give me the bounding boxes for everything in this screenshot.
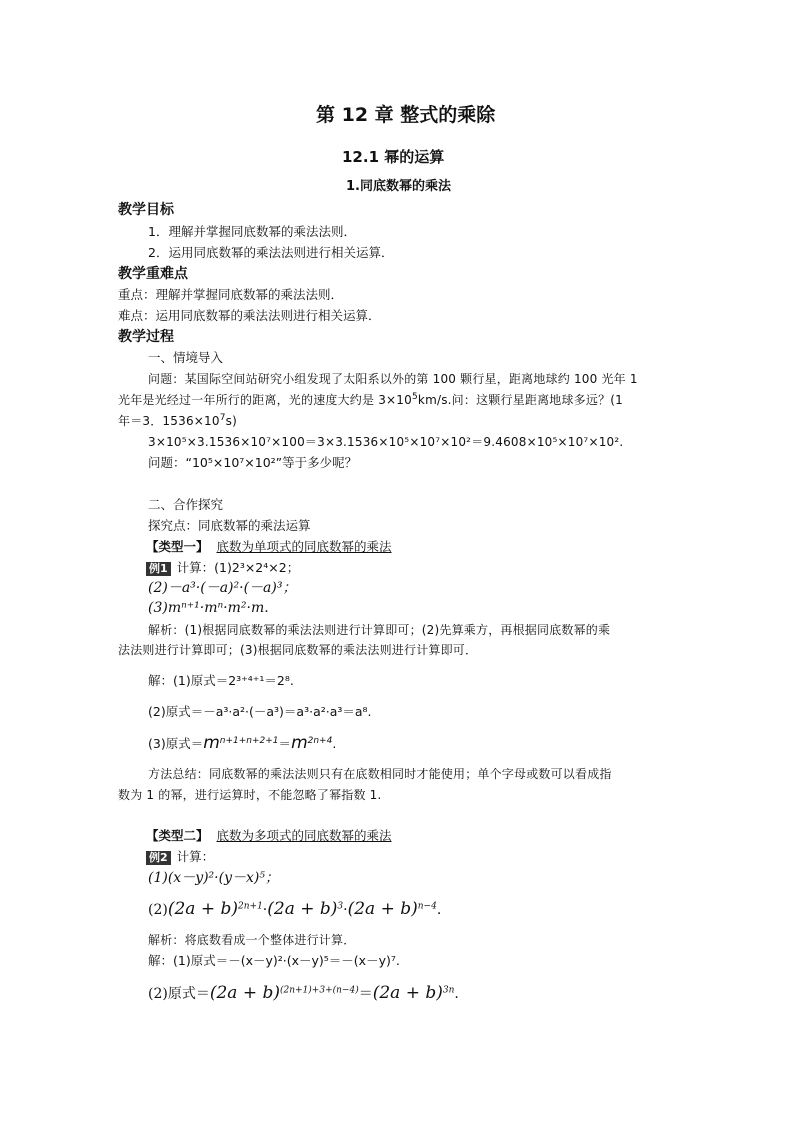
example1-q3: (3)mⁿ⁺¹·mⁿ·m²·m. <box>148 600 269 616</box>
example2-q1: (1)(x－y)²·(y－x)⁵； <box>148 870 279 886</box>
type1-solution-3-equals: ＝ <box>278 736 292 751</box>
problem-line-2 <box>118 391 623 409</box>
type1-summary-line-2: 数为 1 的幂，进行运算时，不能忽略了幂指数 1. <box>118 788 382 802</box>
type1-header <box>146 538 392 556</box>
type2-label: 【类型二】 <box>146 828 209 843</box>
type1-solution-3-exp-1: n+1+n+2+1 <box>219 735 279 746</box>
example2-q2-base-1: (2a + b) <box>167 899 238 919</box>
example1-badge: 例1 <box>146 562 171 576</box>
type1-solution-2: (2)原式＝－a³·a²·(－a³)＝a³·a²·a³＝a⁸. <box>148 704 372 719</box>
example2-q2-exp-2: 3 <box>337 901 344 912</box>
example2-q2-base-2: (2a + b) <box>267 899 338 919</box>
example1-line <box>146 559 299 577</box>
problem-line-3 <box>118 412 237 430</box>
key-points-heading: 教学重难点 <box>118 266 188 282</box>
section-title: 12.1 幂的运算 <box>342 148 445 166</box>
example2-q2-base-3: (2a + b) <box>347 899 418 919</box>
type1-summary-line-1: 方法总结：同底数幂的乘法法则只有在底数相同时才能使用；单个字母或数可以看成指 <box>148 767 612 781</box>
goal-item-1: 1．理解并掌握同底数幂的乘法法则． <box>148 224 356 239</box>
type1-label: 【类型一】 <box>146 539 209 554</box>
type2-title: 底数为多项式的同底数幂的乘法 <box>216 828 392 843</box>
type2-solution-2-period: . <box>454 986 459 1002</box>
example2-q2 <box>148 900 441 919</box>
example2-line <box>146 848 214 866</box>
intro-question: 问题：“10⁵×10⁷×10²”等于多少呢？ <box>148 455 358 470</box>
type2-solution-2-exp-1: (2n+1)+3+(n−4) <box>280 985 359 996</box>
problem-line-2-text: 光年是光经过一年所行的距离，光的速度大约是 3×10 <box>118 393 412 407</box>
problem-line-1: 问题：某国际空间站研究小组发现了太阳系以外的第 100 颗行星，距离地球约 100 光年 1 <box>148 372 638 386</box>
goal-item-2: 2．运用同底数幂的乘法法则进行相关运算． <box>148 245 394 260</box>
type1-solution-3-exp-2: 2n+4 <box>307 735 333 746</box>
problem-line-2-exp: 5 <box>411 392 418 402</box>
example2-q2-period: . <box>436 902 442 918</box>
type2-solution-2-exp-2: 3n <box>442 985 455 996</box>
explore-heading: 二、合作探究 <box>148 497 224 512</box>
type2-solution-2-base-1: (2a + b) <box>209 983 280 1003</box>
problem-line-2-tail: km/s.问：这颗行星距离地球多远？(1 <box>417 393 623 407</box>
example2-q2-lead: (2) <box>148 902 168 918</box>
example2-lead: 计算： <box>176 849 215 864</box>
type1-title: 底数为单项式的同底数幂的乘法 <box>216 539 392 554</box>
explore-point: 探究点：同底数幂的乘法运算 <box>148 518 311 533</box>
type2-analysis: 解析：将底数看成一个整体进行计算． <box>148 933 356 947</box>
type1-analysis-line-2: 法法则进行计算即可；(3)根据同底数幂的乘法法则进行计算即可． <box>118 643 478 657</box>
type1-solution-3-base-2: m <box>291 733 308 753</box>
type1-solution-3-base-1: m <box>203 733 220 753</box>
example1-q2: (2)－a³·(－a)²·(－a)³； <box>148 580 297 596</box>
chapter-title: 第 12 章 整式的乘除 <box>316 104 496 126</box>
type2-solution-2-base-2: (2a + b) <box>372 983 443 1003</box>
process-heading: 教学过程 <box>118 329 174 345</box>
type1-solution-3-period: . <box>332 736 337 751</box>
example2-badge: 例2 <box>146 851 171 865</box>
focus-point: 重点：理解并掌握同底数幂的乘法法则． <box>118 287 344 302</box>
example1-lead: 计算：(1)2³×2⁴×2； <box>176 560 300 575</box>
difficulty-point: 难点：运用同底数幂的乘法法则进行相关运算． <box>118 308 381 323</box>
type1-solution-3 <box>148 734 336 753</box>
calc-line: 3×10⁵×3.1536×10⁷×100＝3×3.1536×10⁵×10⁷×10²＝9.4608×10⁵×10⁷×10². <box>148 435 624 449</box>
problem-line-3-tail: s) <box>225 414 237 428</box>
type1-solution-3-lead: (3)原式＝ <box>148 736 204 751</box>
type2-solution-2-equals: ＝ <box>358 986 373 1002</box>
type2-solution-2-lead: (2)原式＝ <box>148 986 210 1002</box>
intro-heading: 一、情境导入 <box>148 350 224 365</box>
example2-q2-dot-2: · <box>343 902 348 918</box>
problem-line-3-exp: 7 <box>219 413 226 423</box>
type2-solution-1: 解：(1)原式＝－(x－y)²·(x－y)⁵＝－(x－y)⁷. <box>148 953 400 968</box>
goals-heading: 教学目标 <box>118 202 174 218</box>
example2-q2-exp-3: n−4 <box>417 901 437 912</box>
example2-q2-exp-1: 2n+1 <box>238 901 263 912</box>
subsection-title: 1.同底数幂的乘法 <box>346 179 451 194</box>
type1-analysis-line-1: 解析：(1)根据同底数幂的乘法法则进行计算即可；(2)先算乘方，再根据同底数幂的乘 <box>148 623 611 637</box>
example2-q2-dot-1: · <box>262 902 268 918</box>
type2-header <box>146 827 392 845</box>
type2-solution-2 <box>148 984 459 1003</box>
type1-solution-1: 解：(1)原式＝2³⁺⁴⁺¹＝2⁸. <box>148 673 294 688</box>
problem-line-3-text: 年＝3．1536×10 <box>118 414 220 428</box>
